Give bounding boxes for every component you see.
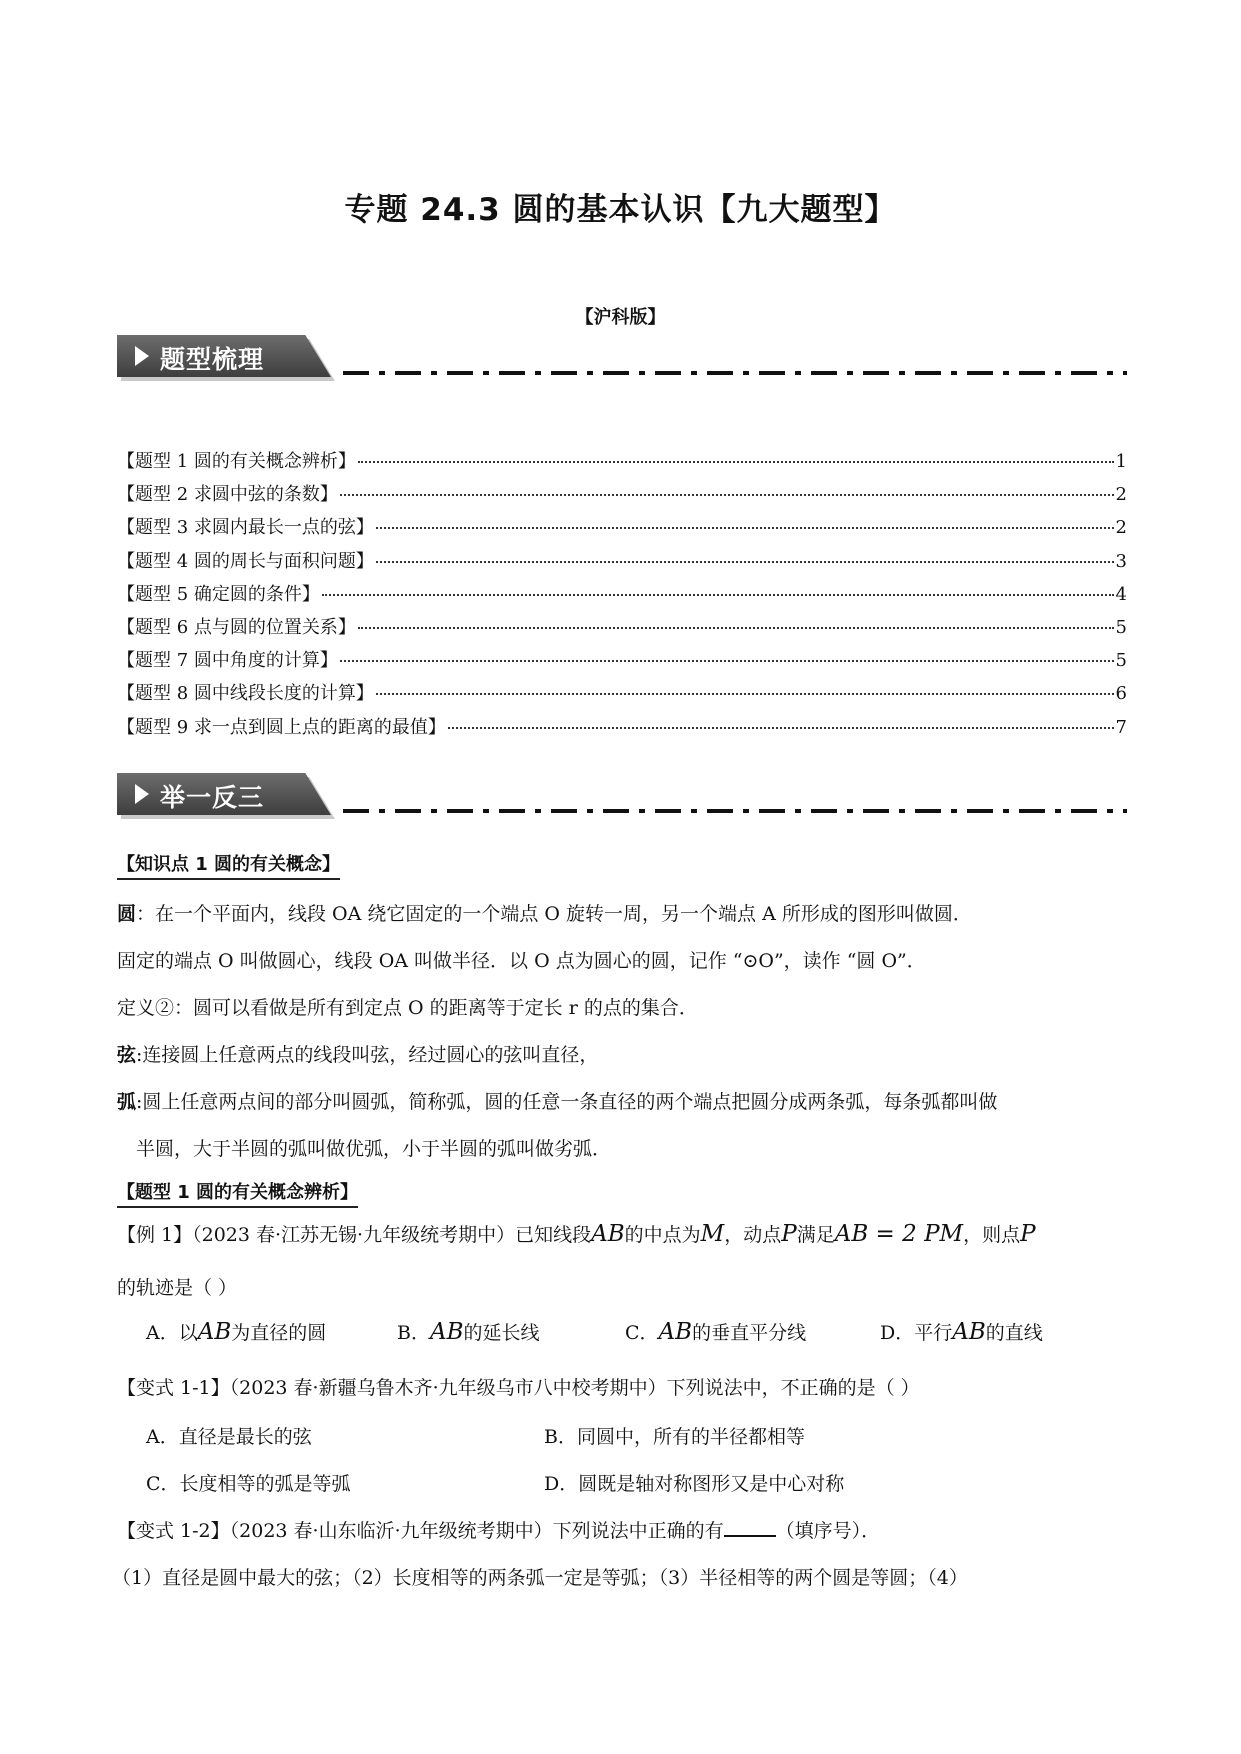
toc-entry-label: 【题型 7 圆中角度的计算】 bbox=[117, 650, 338, 672]
arc-definition: 弧:圆上任意两点间的部分叫圆弧，简称弧，圆的任意一条直径的两个端点把圆分成两条弧，每条弧都叫做 bbox=[117, 1091, 998, 1113]
table-of-contents bbox=[117, 447, 1127, 746]
math-p: P bbox=[1020, 1221, 1036, 1247]
term-circle: 圆 bbox=[117, 903, 137, 925]
knowledge-heading: 【知识点 1 圆的有关概念】 bbox=[117, 850, 340, 880]
toc-leader-dots bbox=[340, 494, 1114, 496]
option-a: A．直径是最长的弦 bbox=[146, 1426, 312, 1448]
play-arrow-icon bbox=[135, 784, 149, 804]
option-b: B．同圆中，所有的半径都相等 bbox=[544, 1426, 805, 1448]
toc-entry-label: 【题型 4 圆的周长与面积问题】 bbox=[117, 550, 374, 572]
math-equation: AB = 2 PM bbox=[834, 1221, 964, 1247]
page-title: 专题 24.3 圆的基本认识【九大题型】 bbox=[344, 192, 897, 228]
dash-dot-divider bbox=[343, 371, 1127, 375]
toc-entry-label: 【题型 1 圆的有关概念辨析】 bbox=[117, 451, 356, 472]
toc-entry[interactable] bbox=[117, 447, 1127, 480]
toc-entry-label: 【题型 6 点与圆的位置关系】 bbox=[117, 616, 356, 638]
toc-entry[interactable] bbox=[117, 547, 1127, 580]
variant11-question: 【变式 1-1】（2023 春·新疆乌鲁木齐·九年级乌市八中校考期中）下列说法中，不正确的是（ ） bbox=[117, 1377, 920, 1399]
section-banner-outline bbox=[117, 335, 1127, 381]
toc-page-number: 1 bbox=[1115, 451, 1127, 472]
toc-entry[interactable] bbox=[117, 679, 1127, 712]
toc-leader-dots bbox=[358, 461, 1114, 463]
math-ab: AB bbox=[591, 1221, 625, 1247]
toc-entry[interactable] bbox=[117, 613, 1127, 646]
play-arrow-icon bbox=[135, 346, 149, 366]
toc-page-number: 5 bbox=[1115, 616, 1127, 638]
example1-question-line2: 的轨迹是（ ） bbox=[117, 1277, 238, 1299]
toc-entry[interactable] bbox=[117, 646, 1127, 679]
option-d: D．圆既是轴对称图形又是中心对称 bbox=[544, 1473, 845, 1495]
answer-blank bbox=[724, 1535, 776, 1537]
edition-subtitle: 【沪科版】 bbox=[575, 307, 666, 328]
option-c: C．长度相等的弧是等弧 bbox=[146, 1473, 351, 1495]
toc-leader-dots bbox=[448, 727, 1114, 729]
example1-question: 【例 1】（2023 春·江苏无锡·九年级统考期中）已知线段AB的中点为M，动点P满足AB = 2 PM，则点P bbox=[117, 1221, 1036, 1247]
toc-leader-dots bbox=[376, 693, 1114, 695]
term-chord: 弦 bbox=[117, 1044, 137, 1066]
option-c: C．AB的垂直平分线 bbox=[625, 1319, 807, 1345]
math-p: P bbox=[781, 1221, 797, 1247]
type1-heading: 【题型 1 圆的有关概念辨析】 bbox=[117, 1178, 358, 1208]
toc-page-number: 5 bbox=[1115, 650, 1127, 672]
toc-leader-dots bbox=[376, 527, 1114, 529]
center-definition: 固定的端点 O 叫做圆心，线段 OA 叫做半径．以 O 点为圆心的圆，记作 “⊙O”，读作 “圆 O”． bbox=[117, 950, 926, 972]
toc-entry[interactable] bbox=[117, 480, 1127, 513]
toc-leader-dots bbox=[376, 561, 1114, 563]
toc-entry[interactable] bbox=[117, 713, 1127, 746]
toc-entry-label: 【题型 3 求圆内最长一点的弦】 bbox=[117, 517, 374, 539]
banner-label: 题型梳理 bbox=[160, 345, 265, 374]
term-arc: 弧 bbox=[117, 1091, 137, 1113]
option-b: B．AB的延长线 bbox=[397, 1319, 540, 1345]
toc-page-number: 4 bbox=[1115, 583, 1127, 605]
toc-entry[interactable] bbox=[117, 580, 1127, 613]
toc-entry-label: 【题型 9 求一点到圆上点的距离的最值】 bbox=[117, 716, 446, 738]
toc-leader-dots bbox=[340, 660, 1114, 662]
variant12-statements: （1）直径是圆中最大的弦；（2）长度相等的两条弧一定是等弧；（3）半径相等的两个圆是等圆；（4） bbox=[112, 1567, 968, 1589]
option-a: A．以AB为直径的圆 bbox=[146, 1319, 327, 1345]
toc-page-number: 7 bbox=[1115, 716, 1127, 738]
arc-definition-continued: 半圆，大于半圆的弧叫做优弧，小于半圆的弧叫做劣弧． bbox=[136, 1138, 612, 1160]
definition-two: 定义②：圆可以看做是所有到定点 O 的距离等于定长 r 的点的集合． bbox=[117, 997, 698, 1019]
toc-leader-dots bbox=[322, 594, 1114, 596]
banner-label: 举一反三 bbox=[160, 783, 265, 812]
toc-entry-label: 【题型 2 求圆中弦的条数】 bbox=[117, 484, 338, 506]
section-banner-practice bbox=[117, 773, 1127, 819]
toc-page-number: 2 bbox=[1115, 484, 1127, 506]
variant12-question: 【变式 1-2】（2023 春·山东临沂·九年级统考期中）下列说法中正确的有 （填序号）． bbox=[117, 1520, 881, 1542]
toc-entry-label: 【题型 8 圆中线段长度的计算】 bbox=[117, 683, 374, 705]
toc-entry-label: 【题型 5 确定圆的条件】 bbox=[117, 583, 320, 605]
toc-entry[interactable] bbox=[117, 513, 1127, 546]
math-m: M bbox=[700, 1221, 725, 1247]
option-d: D．平行AB的直线 bbox=[880, 1319, 1043, 1345]
chord-definition: 弦:连接圆上任意两点的线段叫弦，经过圆心的弦叫直径， bbox=[117, 1044, 599, 1066]
circle-definition: 圆：在一个平面内，线段 OA 绕它固定的一个端点 O 旋转一周，另一个端点 A 所形成的图形叫做圆． bbox=[117, 903, 972, 925]
toc-page-number: 3 bbox=[1115, 550, 1127, 572]
toc-page-number: 2 bbox=[1115, 517, 1127, 539]
dash-dot-divider bbox=[343, 809, 1127, 813]
toc-page-number: 6 bbox=[1115, 683, 1127, 705]
toc-leader-dots bbox=[358, 627, 1114, 629]
